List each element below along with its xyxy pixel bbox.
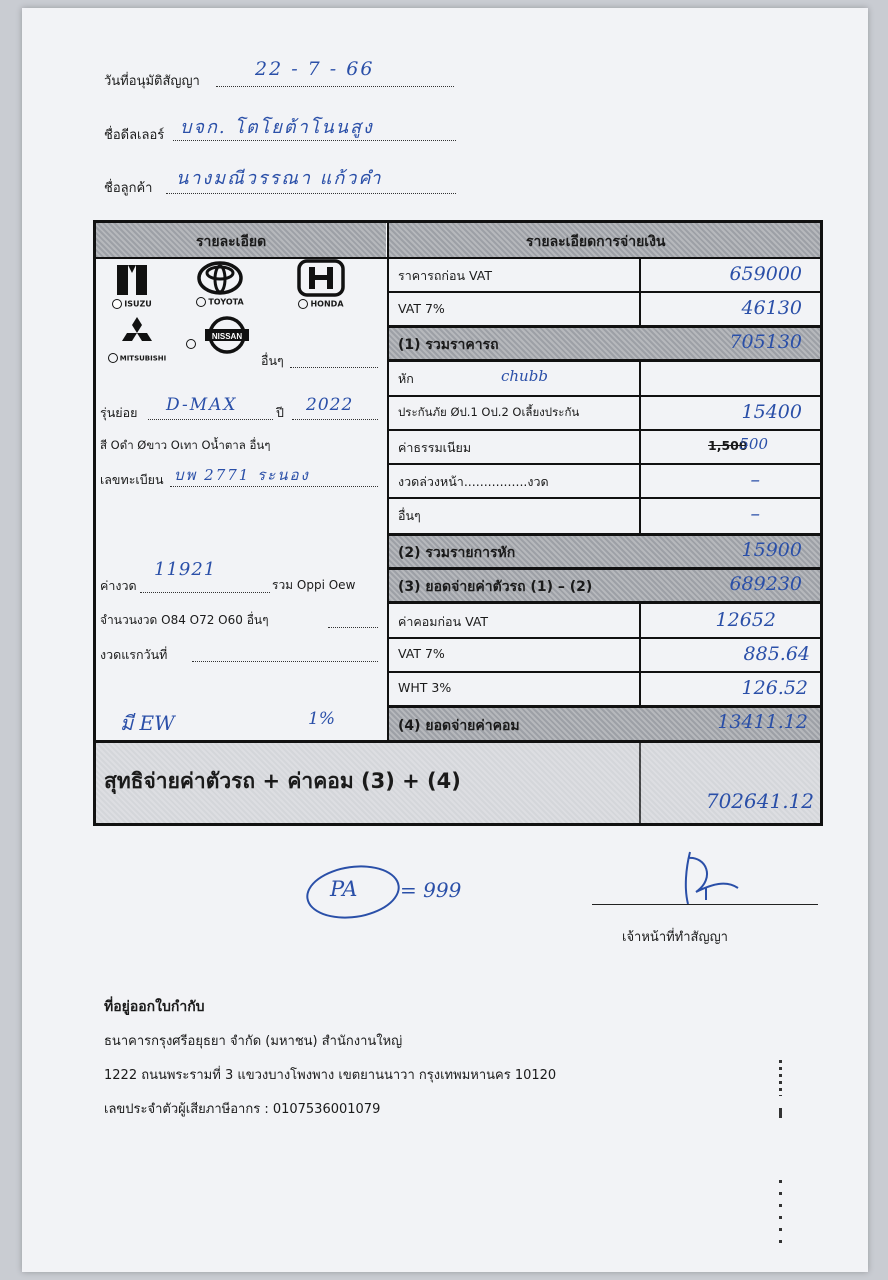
value-fee: 500 (739, 435, 768, 453)
brand-other-label: อื่นๆ (261, 353, 284, 368)
installment-label: ค่างวด (100, 578, 137, 593)
toyota-logo: TOYOTA (182, 261, 258, 307)
value-vat: 46130 (741, 297, 802, 319)
footer-line3: เลขประจำตัวผู้เสียภาษีอากร : 0107536001079 (104, 1102, 381, 1117)
row-line (389, 463, 820, 465)
value-commission: 12652 (715, 609, 776, 631)
row-label-total-commission: (4) ยอดจ่ายค่าคอม (398, 718, 520, 734)
footer-title: ที่อยู่ออกใบกำกับ (104, 999, 205, 1015)
dealer-label: ชื่อดีลเลอร์ (104, 128, 165, 143)
mitsubishi-logo: MITSUBISHI (100, 315, 174, 363)
first-due-line (192, 661, 378, 662)
value-price: 659000 (729, 263, 802, 285)
row-label-insurance: ประกันภัย Øป.1 Oป.2 Oเลี้ยงประกัน (398, 405, 580, 419)
main-divider (387, 223, 389, 741)
row-line (389, 325, 820, 328)
row-label-car-payment: (3) ยอดจ่ายค่าตัวรถ (1) – (2) (398, 579, 593, 595)
value-comm-vat: 885.64 (743, 643, 810, 665)
row-label-vat: VAT 7% (398, 301, 445, 316)
row-label-fee: ค่าธรรมเนียม (398, 440, 472, 455)
left-panel-title: รายละเอียด (196, 234, 267, 250)
customer-line (166, 193, 456, 194)
signer-label: เจ้าหน้าที่ทำสัญญา (622, 930, 728, 945)
installment-value: 11921 (154, 559, 217, 580)
first-due-label: งวดแรกวันที่ (100, 647, 168, 662)
value-advance: – (750, 469, 760, 491)
pa-note: PA (330, 877, 358, 901)
row-line (389, 395, 820, 397)
value-total-price: 705130 (729, 331, 802, 353)
svg-text:NISSAN: NISSAN (211, 332, 242, 341)
row-label-advance: งวดล่วงหน้า................งวด (398, 474, 549, 489)
value-total-commission: 13411.12 (717, 711, 808, 733)
customer-label: ชื่อลูกค้า (104, 181, 153, 196)
reg-value: บพ 2771 ระนอง (174, 466, 310, 484)
pa-value: = 999 (400, 878, 462, 902)
isuzu-logo: ISUZU (102, 261, 162, 309)
value-car-payment: 689230 (729, 573, 802, 595)
fee-struck-value: 1,500 (708, 438, 748, 453)
signature-line (592, 904, 818, 905)
nissan-logo (186, 315, 266, 355)
summary-top-line (96, 740, 820, 743)
header-divider (96, 257, 820, 259)
footer-line1: ธนาคารกรุงศรีอยุธยา จำกัด (มหาชน) สำนักงานใหญ่ (104, 1034, 403, 1049)
row-label-commission: ค่าคอมก่อน VAT (398, 614, 489, 629)
payment-table (93, 220, 823, 826)
row-line (389, 359, 820, 362)
margin-marks (778, 1060, 784, 1250)
installment-line (140, 592, 270, 593)
year-label: ปี (276, 405, 284, 420)
deduct-note: chubb (501, 367, 548, 385)
approval-date-value: 22 - 7 - 66 (255, 58, 375, 80)
footer-line2: 1222 ถนนพระรามที่ 3 แขวงบางโพงพาง เขตยานนาวา กรุงเทพมหานคร 10120 (104, 1068, 557, 1083)
value-total-deduct: 15900 (741, 539, 802, 561)
color-label: สี Oดำ Øขาว Oเทา Oน้ำตาล อื่นๆ (100, 438, 271, 452)
row-label-total-deduct: (2) รวมรายการหัก (398, 545, 516, 561)
row-line (389, 601, 820, 604)
note-left: มี EW (120, 711, 175, 735)
row-line (389, 429, 820, 431)
row-line (389, 497, 820, 499)
brand-other-line (290, 367, 378, 368)
row-line (389, 291, 820, 293)
model-value: D-MAX (166, 395, 238, 415)
model-label: รุ่นย่อย (100, 405, 138, 420)
summary-label: สุทธิจ่ายค่าตัวรถ + ค่าคอม (3) + (4) (104, 769, 461, 793)
row-label-price: ราคารถก่อน VAT (398, 268, 492, 283)
year-line (292, 419, 378, 420)
right-panel-title: รายละเอียดการจ่ายเงิน (526, 234, 666, 250)
honda-logo: HONDA (284, 259, 358, 309)
row-label-deduct: หัก (398, 371, 414, 386)
row-line (389, 705, 820, 708)
model-line (148, 419, 273, 420)
row-label-total-price: (1) รวมราคารถ (398, 337, 499, 353)
customer-value: นางมณีวรรณา แก้วคำ (176, 168, 383, 189)
value-other: – (750, 503, 760, 525)
year-value: 2022 (306, 395, 354, 415)
signature-scribble (676, 848, 746, 908)
reg-label: เลขทะเบียน (100, 472, 164, 487)
term-label: จำนวนงวด O84 O72 O60 อื่นๆ (100, 613, 269, 627)
row-label-wht: WHT 3% (398, 680, 452, 695)
approval-date-label: วันที่อนุมัติสัญญา (104, 74, 200, 89)
row-line (389, 671, 820, 673)
row-line (389, 637, 820, 639)
row-line (389, 567, 820, 570)
row-label-other: อื่นๆ (398, 508, 421, 523)
row-label-comm-vat: VAT 7% (398, 646, 445, 661)
row-line (389, 533, 820, 536)
value-insurance: 15400 (741, 401, 802, 423)
value-wht: 126.52 (741, 677, 808, 699)
dealer-value: บจก. โตโยต้าโนนสูง (180, 117, 374, 138)
term-line (328, 627, 378, 628)
summary-value: 702641.12 (705, 789, 814, 813)
incl-label: รวม Oppi Oew (272, 578, 356, 592)
approval-date-line (216, 86, 454, 87)
note-right: 1% (308, 709, 335, 729)
